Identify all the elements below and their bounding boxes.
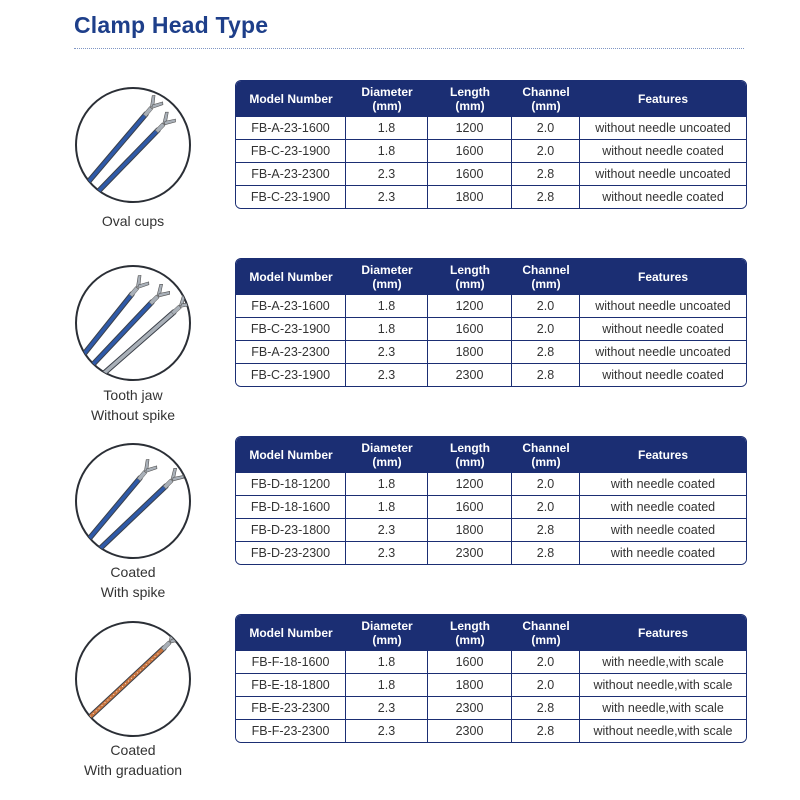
cell-diameter: 1.8 [346, 139, 428, 162]
cell-channel: 2.0 [512, 673, 580, 696]
column-header-length: Length (mm) [428, 437, 512, 472]
column-header-features: Features [580, 81, 746, 116]
cell-length: 1200 [428, 472, 512, 495]
spec-table [235, 436, 747, 565]
cell-length: 1200 [428, 116, 512, 139]
table-header-row [236, 81, 746, 116]
column-header-diameter: Diameter (mm) [346, 615, 428, 650]
cell-model: FB-D-23-1800 [236, 518, 346, 541]
cell-features: with needle coated [580, 541, 746, 564]
table-row [236, 719, 746, 742]
cell-diameter: 2.3 [346, 541, 428, 564]
cell-model: FB-C-23-1900 [236, 139, 346, 162]
cell-model: FB-A-23-1600 [236, 116, 346, 139]
cell-features: without needle coated [580, 363, 746, 386]
table-row [236, 541, 746, 564]
table-row [236, 294, 746, 317]
cell-length: 1600 [428, 139, 512, 162]
table-row [236, 673, 746, 696]
cell-model: FB-C-23-1900 [236, 363, 346, 386]
cell-channel: 2.0 [512, 139, 580, 162]
forceps-thumbnail-image [74, 620, 192, 738]
column-header-model: Model Number [236, 437, 346, 472]
cell-features: without needle coated [580, 185, 746, 208]
cell-diameter: 2.3 [346, 719, 428, 742]
thumbnail-caption: Coated [110, 564, 156, 580]
thumbnail-caption: With graduation [83, 762, 183, 778]
cell-diameter: 2.3 [346, 340, 428, 363]
cell-diameter: 1.8 [346, 495, 428, 518]
column-header-channel: Channel (mm) [512, 615, 580, 650]
spec-table [235, 258, 747, 387]
cell-length: 1200 [428, 294, 512, 317]
forceps-thumbnail-image [74, 442, 192, 560]
cell-channel: 2.8 [512, 363, 580, 386]
cell-length: 1600 [428, 317, 512, 340]
cell-model: FB-E-18-1800 [236, 673, 346, 696]
cell-model: FB-A-23-1600 [236, 294, 346, 317]
cell-model: FB-D-18-1200 [236, 472, 346, 495]
cell-length: 1600 [428, 495, 512, 518]
table-row [236, 363, 746, 386]
cell-diameter: 2.3 [346, 162, 428, 185]
table-row [236, 317, 746, 340]
cell-features: without needle,with scale [580, 673, 746, 696]
spec-table [235, 80, 747, 209]
cell-model: FB-C-23-1900 [236, 185, 346, 208]
clamp-section-3 [0, 432, 800, 612]
cell-length: 1600 [428, 650, 512, 673]
column-header-length: Length (mm) [428, 615, 512, 650]
page-title: Clamp Head Type [74, 12, 269, 38]
cell-channel: 2.8 [512, 696, 580, 719]
column-header-features: Features [580, 259, 746, 294]
column-header-channel: Channel (mm) [512, 437, 580, 472]
table-row [236, 518, 746, 541]
cell-diameter: 2.3 [346, 518, 428, 541]
column-header-length: Length (mm) [428, 259, 512, 294]
table-header-row [236, 259, 746, 294]
cell-diameter: 2.3 [346, 696, 428, 719]
table-row [236, 495, 746, 518]
column-header-channel: Channel (mm) [512, 81, 580, 116]
thumbnail-caption: Oval cups [101, 213, 165, 229]
thumbnail-caption: Without spike [90, 407, 176, 423]
clamp-section-1 [0, 76, 800, 256]
thumbnail-caption: With spike [100, 584, 166, 600]
cell-features: without needle uncoated [580, 294, 746, 317]
cell-features: without needle uncoated [580, 340, 746, 363]
cell-length: 2300 [428, 696, 512, 719]
cell-diameter: 1.8 [346, 294, 428, 317]
clamp-section-4 [0, 610, 800, 790]
cell-channel: 2.0 [512, 294, 580, 317]
cell-channel: 2.8 [512, 185, 580, 208]
cell-channel: 2.8 [512, 162, 580, 185]
column-header-features: Features [580, 437, 746, 472]
cell-channel: 2.8 [512, 518, 580, 541]
column-header-diameter: Diameter (mm) [346, 259, 428, 294]
cell-features: without needle coated [580, 317, 746, 340]
column-header-model: Model Number [236, 81, 346, 116]
cell-length: 1800 [428, 673, 512, 696]
cell-length: 1800 [428, 518, 512, 541]
title-divider [74, 48, 744, 49]
cell-channel: 2.0 [512, 317, 580, 340]
cell-features: with needle,with scale [580, 650, 746, 673]
column-header-model: Model Number [236, 615, 346, 650]
cell-channel: 2.8 [512, 340, 580, 363]
cell-length: 1600 [428, 162, 512, 185]
cell-features: with needle,with scale [580, 696, 746, 719]
cell-channel: 2.0 [512, 116, 580, 139]
cell-channel: 2.0 [512, 495, 580, 518]
column-header-features: Features [580, 615, 746, 650]
cell-features: with needle coated [580, 495, 746, 518]
cell-diameter: 2.3 [346, 185, 428, 208]
forceps-thumbnail-image [74, 86, 192, 204]
column-header-model: Model Number [236, 259, 346, 294]
cell-channel: 2.0 [512, 472, 580, 495]
cell-model: FB-A-23-2300 [236, 162, 346, 185]
table-row [236, 185, 746, 208]
cell-model: FB-A-23-2300 [236, 340, 346, 363]
cell-features: without needle uncoated [580, 162, 746, 185]
thumbnail-caption: Coated [110, 742, 156, 758]
table-header-row [236, 615, 746, 650]
table-row [236, 340, 746, 363]
cell-diameter: 2.3 [346, 363, 428, 386]
cell-length: 2300 [428, 719, 512, 742]
cell-length: 2300 [428, 363, 512, 386]
column-header-channel: Channel (mm) [512, 259, 580, 294]
cell-model: FB-F-23-2300 [236, 719, 346, 742]
cell-features: with needle coated [580, 518, 746, 541]
thumbnail-caption: Tooth jaw [103, 387, 163, 403]
cell-model: FB-E-23-2300 [236, 696, 346, 719]
table-header-row [236, 437, 746, 472]
cell-features: without needle,with scale [580, 719, 746, 742]
cell-diameter: 1.8 [346, 472, 428, 495]
cell-length: 1800 [428, 340, 512, 363]
cell-diameter: 1.8 [346, 317, 428, 340]
cell-features: without needle coated [580, 139, 746, 162]
cell-diameter: 1.8 [346, 116, 428, 139]
table-row [236, 696, 746, 719]
cell-model: FB-F-18-1600 [236, 650, 346, 673]
cell-model: FB-C-23-1900 [236, 317, 346, 340]
cell-model: FB-D-18-1600 [236, 495, 346, 518]
cell-model: FB-D-23-2300 [236, 541, 346, 564]
clamp-section-2 [0, 254, 800, 434]
cell-diameter: 1.8 [346, 673, 428, 696]
table-row [236, 139, 746, 162]
forceps-thumbnail-image [74, 264, 192, 382]
cell-diameter: 1.8 [346, 650, 428, 673]
cell-features: without needle uncoated [580, 116, 746, 139]
column-header-diameter: Diameter (mm) [346, 437, 428, 472]
cell-features: with needle coated [580, 472, 746, 495]
cell-channel: 2.8 [512, 541, 580, 564]
cell-channel: 2.8 [512, 719, 580, 742]
column-header-diameter: Diameter (mm) [346, 81, 428, 116]
table-row [236, 162, 746, 185]
table-row [236, 650, 746, 673]
cell-length: 1800 [428, 185, 512, 208]
table-row [236, 116, 746, 139]
cell-channel: 2.0 [512, 650, 580, 673]
column-header-length: Length (mm) [428, 81, 512, 116]
cell-length: 2300 [428, 541, 512, 564]
spec-table [235, 614, 747, 743]
table-row [236, 472, 746, 495]
